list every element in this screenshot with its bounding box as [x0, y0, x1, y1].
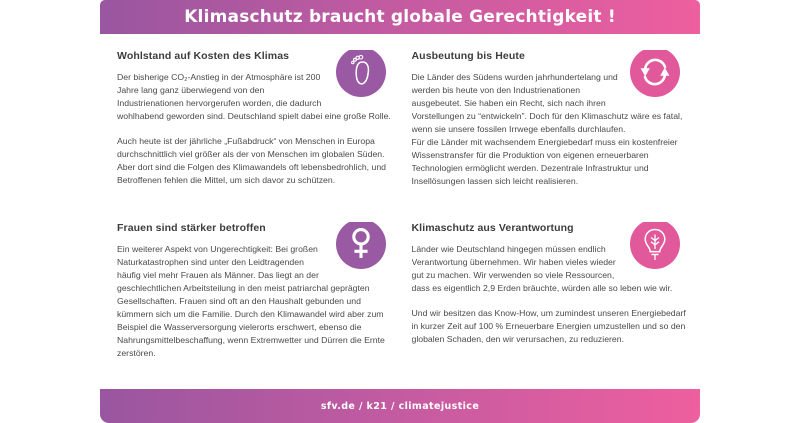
- section-frauen: [117, 222, 396, 383]
- flyer-footer: [100, 389, 700, 423]
- flyer-header: [100, 0, 700, 34]
- section-paragraph: Länder wie Deutschland hingegen müssen endlich Verantwortung übernehmen. Wir haben vieles wieder gut zu machen. Wir verwenden so viele Ressourcen, dass es eigentlich 2,9 Erden bräuchte, würden alle so leben wie wir.: [411, 244, 673, 293]
- section-ausbeutung: [412, 50, 691, 222]
- section-paragraph: Der bisherige CO₂-Anstieg in der Atmosphäre ist 200 Jahre lang ganz überwiegend von den Industrienationen hervorgerufen worden, die dadurch wohlhabend geworden sind. Deutschland spielt dabei eine große Rolle.: [117, 72, 391, 121]
- section-title: Ausbeutung bis Heute: [411, 50, 525, 62]
- footprint-icon: [336, 50, 386, 97]
- section-paragraph: Auch heute ist der jährliche „Fußabdruck“ von Menschen in Europa durchschnittlich viel größer als der von Menschen im globalen Süden. Aber dort sind die Folgen des Klimawandels oft lebensbedrohlich, und Betroffenen fehlen die Mittel, um sich davor zu schützen.: [117, 136, 386, 185]
- section-paragraph: Und wir besitzen das Know-How, um zumindest unseren Energiebedarf in kurzer Zeit auf 100 % Erneuerbare Energien umzustellen und so den globalen Schaden, den wir verursachen, zu reduzieren.: [411, 308, 686, 344]
- female-symbol-icon: [336, 222, 386, 269]
- section-title: Wohlstand auf Kosten des Klimas: [117, 50, 290, 62]
- cycle-arrows-icon: [630, 50, 680, 97]
- flyer-card: [100, 0, 700, 423]
- flyer-content: [100, 34, 700, 389]
- section-title: Klimaschutz aus Verantwortung: [411, 222, 574, 234]
- section-paragraph: Ein weiterer Aspekt von Ungerechtigkeit: Bei großen Naturkatastrophen sind unter den Leidtragenden häufig viel mehr Frauen als Männer. Das liegt an der geschlechtlichen Arbeitsteilung in den meist patriarchal geprägten Gesellschaften. Frauen sind oft an den Haushalt gebunden und kümmern sich um die Familie. Durch den Klimawandel wird aber zum Beispiel die Wasserversorgung vielerorts erschwert, ebenso die Nahrungsmittelbeschaffung, wenn Extremwetter und Dürren die Ernte zerstören.: [117, 244, 385, 358]
- flyer-title: Klimaschutz braucht globale Gerechtigkeit !: [184, 7, 616, 27]
- section-paragraph: Für die Länder mit wachsendem Energiebedarf muss ein kostenfreier Wissenstransfer für die Produktion von eigenen erneuerbaren Technologien ermöglicht werden. Dezentrale Infrastruktur und Insellösungen lassen sich leicht realisieren.: [411, 137, 678, 186]
- section-title: Frauen sind stärker betroffen: [117, 222, 266, 234]
- section-wohlstand: [117, 50, 396, 222]
- lightbulb-icon: [630, 222, 680, 269]
- footer-links-text: sfv.de / k21 / climatejustice: [320, 400, 480, 412]
- section-paragraph: Die Länder des Südens wurden jahrhundertelang und werden bis heute von den Industrienationen ausgebeutet. Sie haben ein Recht, sich nach ihren Vorstellungen zu “entwickeln”. Doch für den Klimaschutz wäre es fatal, wenn sie unsere fossilen Irrwege ebenfalls durchlaufen.: [411, 72, 683, 134]
- section-verantwortung: [412, 222, 691, 383]
